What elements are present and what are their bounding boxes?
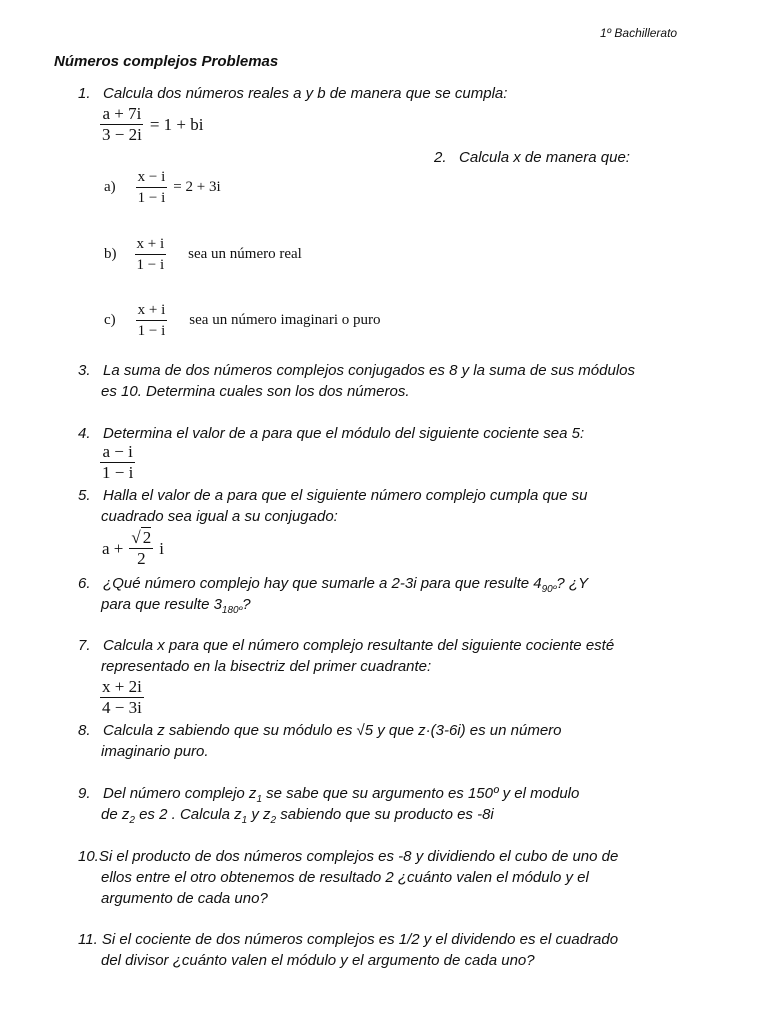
problem-10-number: 10.	[78, 848, 99, 865]
course-header: 1º Bachillerato	[600, 26, 678, 40]
fraction	[100, 442, 135, 483]
problem-6-line-1: ¿Qué número complejo hay que sumarle a 2-3i para que resulte 4	[103, 575, 542, 592]
problem-8-line-2: imaginario puro.	[101, 743, 209, 760]
sqrt-radicand: 2	[142, 528, 152, 547]
denominator: 1 − i	[136, 257, 165, 273]
imaginary-unit: i	[159, 538, 164, 558]
problem-2b-formula	[104, 234, 302, 275]
subscript: 2	[270, 815, 277, 826]
problem-2-text: Calcula x de manera que:	[459, 149, 630, 166]
problem-9-number: 9.	[78, 785, 91, 802]
fraction	[136, 300, 168, 341]
problem-10-line-2: ellos entre el otro obtenemos de resultado 2 ¿cuánto valen el módulo y el	[101, 869, 589, 886]
problem-11-number: 11.	[78, 931, 98, 948]
problem-11-line-2: del divisor ¿cuánto valen el módulo y el argumento de cada uno?	[101, 952, 535, 969]
numerator: x − i	[136, 167, 168, 188]
problem-4-text: Determina el valor de a para que el módulo del siguiente cociente sea 5:	[103, 425, 585, 442]
term-a: a +	[102, 538, 124, 558]
problem-7-line-1: Calcula x para que el número complejo resultante del siguiente cociente esté	[103, 637, 615, 654]
problem-6-line-1-end: ? ¿Y	[556, 575, 589, 592]
fraction	[136, 167, 168, 208]
problem-3-line-2: es 10. Determina cuales son los dos números.	[101, 383, 410, 400]
problem-5-number: 5.	[78, 487, 91, 504]
problem-4-formula	[100, 442, 135, 483]
problem-9-line-2	[101, 804, 494, 831]
subscript: 180º	[221, 605, 243, 616]
problem-3-line-1: La suma de dos números complejos conjugados es 8 y la suma de sus módulos	[103, 362, 635, 379]
problem-10-line-3: argumento de cada uno?	[101, 890, 268, 907]
item-label: a)	[104, 179, 116, 195]
problem-5-formula	[102, 528, 164, 569]
fraction	[100, 677, 144, 718]
numerator: √ 2	[131, 528, 152, 547]
condition-text: sea un número imaginari o puro	[189, 312, 381, 328]
problem-7-formula	[100, 677, 144, 718]
problem-9-text: y z	[247, 806, 271, 823]
problem-10	[78, 846, 618, 867]
problem-8-number: 8.	[78, 722, 91, 739]
problem-3-number: 3.	[78, 362, 91, 379]
problem-11-line-1: Si el cociente de dos números complejos es 1/2 y el dividendo es el cuadrado	[101, 931, 619, 948]
item-label: b)	[104, 246, 117, 262]
subscript: 1	[241, 815, 248, 826]
problem-9-text: sabiendo que su producto es -8i	[276, 806, 494, 823]
problem-8	[78, 720, 562, 741]
problem-3	[78, 360, 635, 381]
numerator: x + i	[136, 300, 168, 321]
fraction	[135, 234, 167, 275]
problem-7-line-2: representado en la bisectriz del primer cuadrante:	[101, 658, 432, 675]
problem-9-text: de z	[101, 806, 130, 823]
problem-7	[78, 635, 614, 656]
problem-11	[78, 929, 618, 950]
problem-9-text: se sabe que su argumento es 150º y el modulo	[262, 785, 580, 802]
problem-5-line-2: cuadrado sea igual a su conjugado:	[101, 508, 338, 525]
problem-1-number: 1.	[78, 85, 91, 102]
problem-2c-formula	[104, 300, 381, 341]
problem-1-formula	[100, 104, 203, 145]
problem-1-text: Calcula dos números reales a y b de manera que se cumpla:	[103, 85, 508, 102]
denominator: 2	[137, 549, 146, 568]
denominator: 4 − 3i	[102, 698, 142, 717]
numerator: x + i	[135, 234, 167, 255]
problem-8-line-1: Calcula z sabiendo que su módulo es √5 y que z·(3-6i) es un número	[103, 722, 562, 739]
problem-7-number: 7.	[78, 637, 91, 654]
numerator: a − i	[102, 442, 133, 461]
problem-6-line-2-end: ?	[242, 596, 251, 613]
denominator: 1 − i	[137, 323, 166, 339]
problem-6-line-2	[101, 594, 251, 621]
problem-2	[434, 147, 630, 168]
page-title: Números complejos Problemas	[54, 53, 279, 70]
problem-1	[78, 83, 507, 104]
problem-6-number: 6.	[78, 575, 91, 592]
denominator: 3 − 2i	[102, 125, 142, 144]
problem-2-number: 2.	[434, 149, 447, 166]
problem-2a-formula	[104, 167, 221, 208]
problem-4-number: 4.	[78, 425, 91, 442]
subscript: 90º	[541, 584, 557, 595]
fraction	[100, 104, 144, 145]
denominator: 1 − i	[102, 463, 134, 482]
subscript: 2	[129, 815, 135, 826]
problem-5-line-1: Halla el valor de a para que el siguiente número complejo cumpla que su	[103, 487, 588, 504]
problem-10-line-1: Si el producto de dos números complejos es -8 y dividiendo el cubo de uno de	[98, 848, 619, 865]
problem-9-text: es 2 . Calcula z	[134, 806, 242, 823]
rhs: = 2 + 3i	[173, 179, 221, 195]
problem-9-text: Del número complejo z	[103, 785, 257, 802]
problem-6-line-2-text: para que resulte 3	[101, 596, 222, 613]
numerator: x + 2i	[102, 677, 142, 696]
fraction	[129, 528, 153, 569]
item-label: c)	[104, 312, 116, 328]
condition-text: sea un número real	[188, 246, 302, 262]
problem-5	[78, 485, 587, 506]
rhs: = 1 + bi	[149, 114, 204, 134]
denominator: 1 − i	[137, 190, 166, 206]
numerator: a + 7i	[102, 104, 142, 123]
subscript: 1	[256, 794, 262, 805]
problem-4	[78, 423, 584, 444]
